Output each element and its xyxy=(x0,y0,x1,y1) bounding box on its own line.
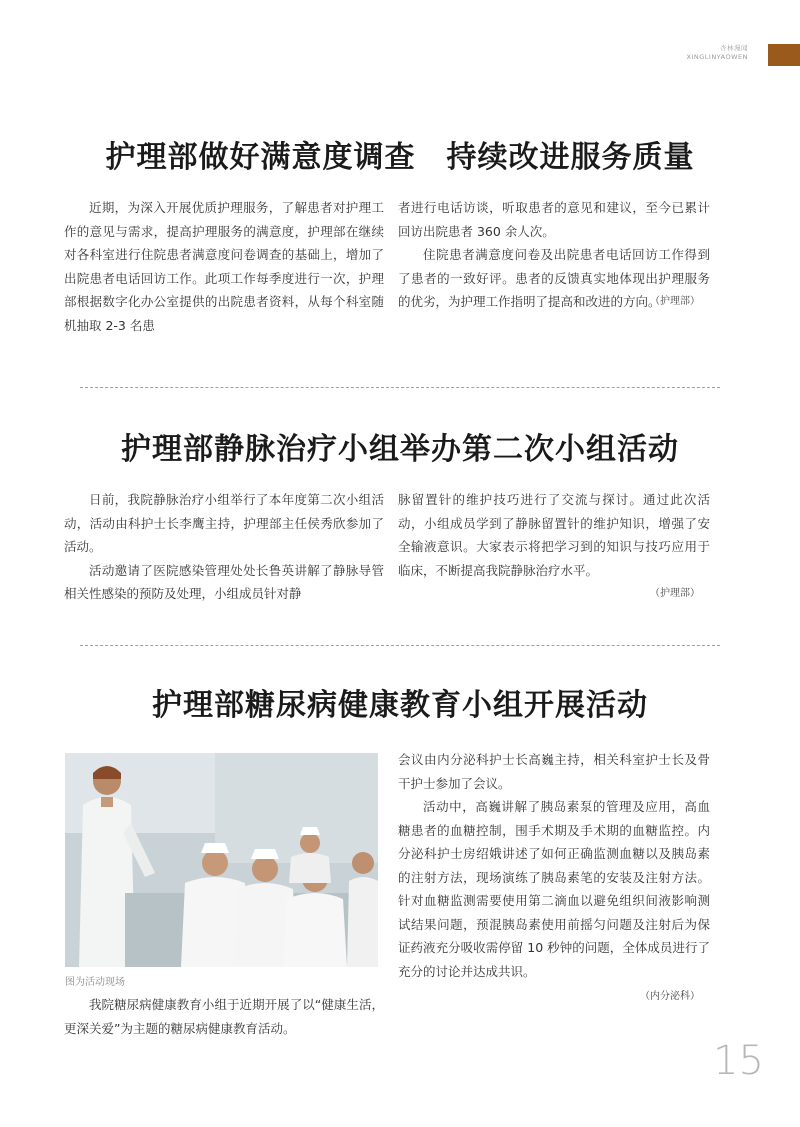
article-1-signature: （护理部） xyxy=(650,295,700,307)
article-3-right-column xyxy=(398,748,710,1007)
article-2-title: 护理部静脉治疗小组举办第二次小组活动 xyxy=(121,432,679,467)
dashed-divider xyxy=(80,387,720,388)
paragraph: 近期，为深入开展优质护理服务，了解患者对护理工作的意见与需求，提高护理服务的满意度，护理部在继续对各科室进行住院患者满意度问卷调查的基础上，增加了出院患者电话回访工作。此项工作每季度进行一次，护理部根据数字化办公室提供的出院患者资料，从每个科室随机抽取 2-3 名患 xyxy=(64,200,384,333)
paragraph: 者进行电话访谈，听取患者的意见和建议，至今已累计回访出院患者 360 余人次。 xyxy=(398,200,710,239)
section-name: 杏林漫闻 xyxy=(720,44,748,52)
article-1-right-column xyxy=(398,196,710,312)
article-1-title: 护理部做好满意度调查 持续改进服务质量 xyxy=(105,140,695,175)
article-2-signature: （护理部） xyxy=(650,588,700,599)
paragraph: 住院患者满意度问卷及出院患者电话回访工作得到了患者的一致好评。患者的反馈真实地体现出护理服务的优劣，为护理工作指明了提高和改进的方向。 xyxy=(398,247,710,309)
paragraph: 活动邀请了医院感染管理处处长鲁英讲解了静脉导管相关性感染的预防及处理，小组成员针对静 xyxy=(64,562,384,601)
article-3-signature: （内分泌科） xyxy=(640,991,700,1002)
paragraph: 会议由内分泌科护士长高巍主持，相关科室护士长及骨干护士参加了会议。 xyxy=(398,752,710,791)
paragraph: 活动中，高巍讲解了胰岛素泵的管理及应用，高血糖患者的血糖控制，围手术期及手术期的血糖监控。内分泌科护士房绍娥讲述了如何正确监测血糖以及胰岛素的注射方法，现场演练了胰岛素笔的安装及注射方法。针对血糖监测需要使用第二滴血以避免组织间液影响测试结果问题，预混胰岛素使用前摇匀问题及注射后为保证药液充分吸收需停留 10 秒钟的问题，全体成员进行了充分的讨论并达成共识。 xyxy=(398,799,710,979)
magazine-header xyxy=(687,44,748,62)
article-2-left-column xyxy=(64,488,384,606)
page-number: 15 xyxy=(713,1038,764,1084)
dashed-divider xyxy=(80,645,720,646)
paragraph: 我院糖尿病健康教育小组于近期开展了以“健康生活，更深关爱”为主题的糖尿病健康教育活动。 xyxy=(64,997,384,1036)
header-color-bar xyxy=(768,44,800,66)
article-2-right-column xyxy=(398,488,710,604)
paragraph: 脉留置针的维护技巧进行了交流与探讨。通过此次活动，小组成员学到了静脉留置针的维护知识，增强了安全输液意识。大家表示将把学习到的知识与技巧应用于临床，不断提高我院静脉治疗水平。 xyxy=(398,492,710,578)
article-3-title: 护理部糖尿病健康教育小组开展活动 xyxy=(152,688,648,723)
article-3-left-column xyxy=(64,993,384,1040)
section-name-pinyin: XINGLINYAOWEN xyxy=(686,53,748,61)
activity-photo xyxy=(65,753,378,967)
paragraph: 日前，我院静脉治疗小组举行了本年度第二次小组活动，活动由科护士长李鹰主持，护理部主任侯秀欣参加了活动。 xyxy=(64,492,384,554)
article-1-left-column xyxy=(64,196,384,337)
photo-caption: 图为活动现场 xyxy=(65,977,125,988)
activity-photo-illustration xyxy=(65,753,378,967)
